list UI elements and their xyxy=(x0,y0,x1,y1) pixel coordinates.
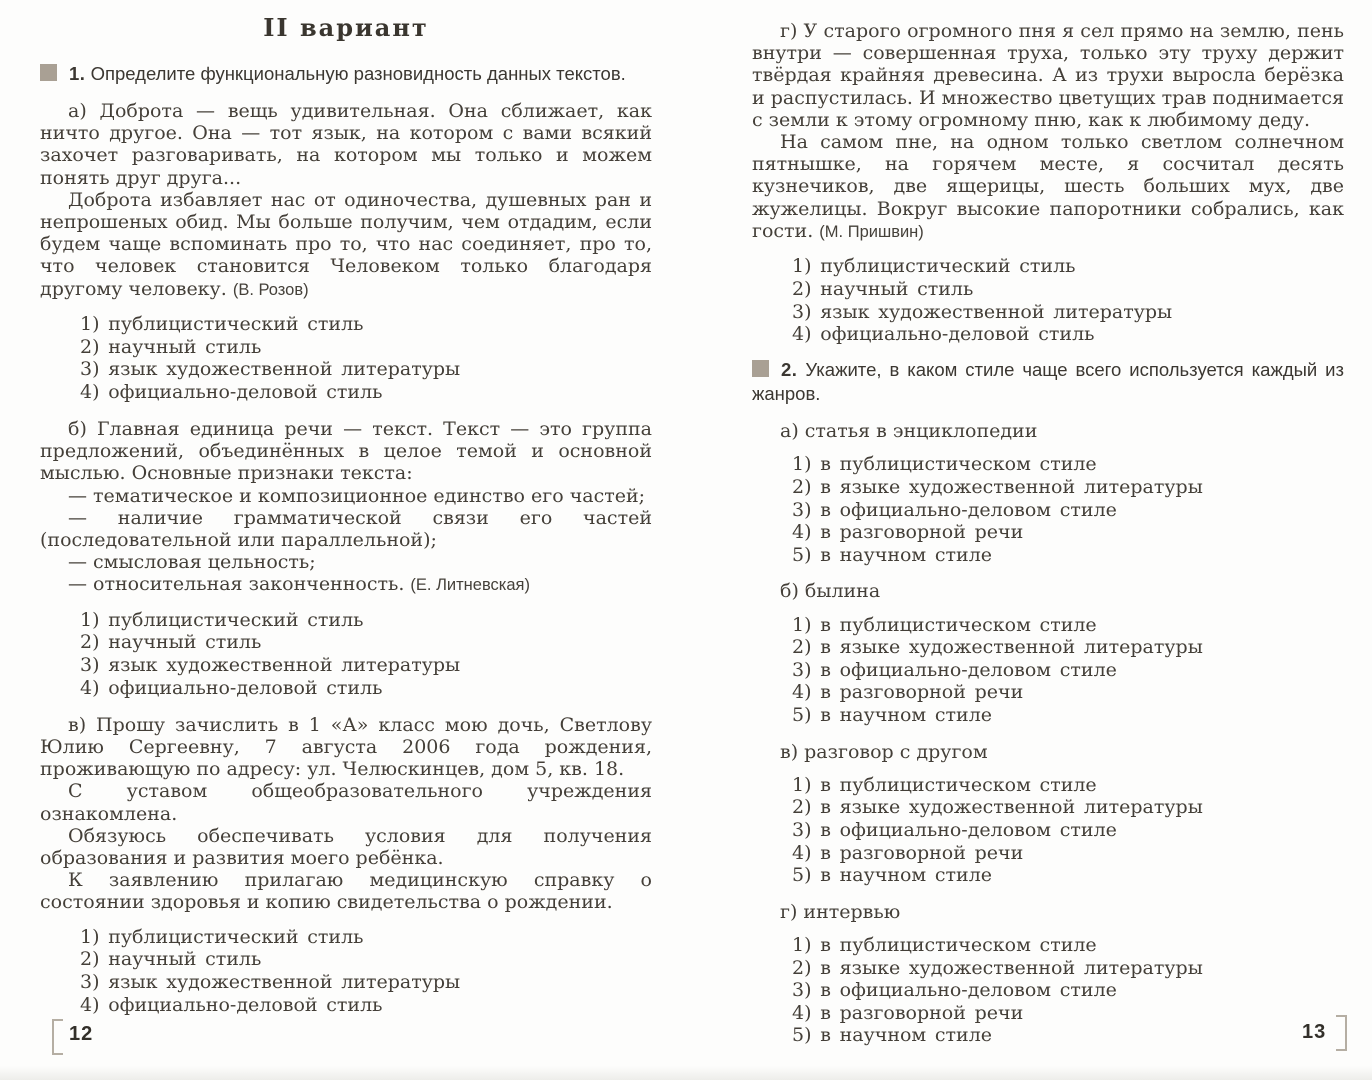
option: 4) официально-деловой стиль xyxy=(80,994,383,1017)
option: 4) официально-деловой стиль xyxy=(80,381,383,404)
option: 2) научный стиль xyxy=(80,631,262,654)
options-list-genre-v xyxy=(792,774,1344,887)
option: 1) публицистический стиль xyxy=(80,608,364,631)
option: 2) в языке художественной литературы xyxy=(792,636,1203,659)
left-page xyxy=(40,0,652,1080)
task-bullet-icon xyxy=(40,64,57,81)
author-attribution: (В. Розов) xyxy=(232,280,309,299)
page-footer-right xyxy=(1302,1015,1362,1051)
option: 2) научный стиль xyxy=(80,948,262,971)
list-item xyxy=(40,573,652,596)
list-item: — тематическое и композиционное единство его частей; xyxy=(68,484,646,507)
option: 4) официально-деловой стиль xyxy=(792,323,1095,346)
task-1-text: Определите функциональную разновидность данных текстов. xyxy=(90,63,626,84)
option: 5) в научном стиле xyxy=(792,703,993,726)
author-attribution: (М. Пришвин) xyxy=(819,222,924,241)
text-a xyxy=(40,100,652,301)
paragraph: Обязуюсь обеспечивать условия для получения образования и развития моего ребёнка. xyxy=(40,824,652,870)
options-list-genre-g xyxy=(792,934,1344,1047)
paragraph: б) Главная единица речи — текст. Текст — это группа предложений, объединённых в целое темой и основной мыслью. Основные признаки текста: xyxy=(40,418,652,485)
task-1 xyxy=(40,62,652,86)
paragraph: С уставом общеобразовательного учреждения ознакомлена. xyxy=(40,780,652,825)
option: 3) в официально-деловом стиле xyxy=(792,498,1117,521)
list-item: — наличие грамматической связи его частей (последовательной или параллельной); xyxy=(40,506,652,552)
paragraph: К заявлению прилагаю медицинскую справку о состоянии здоровья и копию свидетельства о рождении. xyxy=(40,869,652,914)
option: 4) официально-деловой стиль xyxy=(80,677,383,700)
option: 1) публицистический стиль xyxy=(80,925,364,948)
options-list-b xyxy=(80,609,652,700)
options-list-a xyxy=(80,313,652,404)
option: 2) научный стиль xyxy=(792,277,974,300)
author-attribution: (Е. Литневская) xyxy=(410,576,530,595)
option: 4) в разговорной речи xyxy=(792,1001,1024,1024)
option: 2) в языке художественной литературы xyxy=(792,956,1203,979)
task-1-number: 1. xyxy=(69,63,86,84)
option: 3) язык художественной литературы xyxy=(792,300,1173,323)
paragraph xyxy=(752,131,1344,243)
paragraph: а) Доброта — вещь удивительная. Она сближает, как ничто другое. Она — тот язык, на котором с вами всякий захочет разговаривать, на котором мы только и можем понять друг друга... xyxy=(40,100,652,189)
variant-title: II вариант xyxy=(263,13,429,42)
option: 2) научный стиль xyxy=(80,335,262,358)
right-page xyxy=(752,0,1344,1080)
paragraph xyxy=(40,189,652,301)
task-bullet-icon xyxy=(752,360,769,377)
option: 1) в публицистическом стиле xyxy=(792,773,1097,796)
option: 3) в официально-деловом стиле xyxy=(792,658,1117,681)
option: 1) публицистический стиль xyxy=(792,255,1076,278)
scan-edge-shadow xyxy=(0,1066,1372,1080)
text-v xyxy=(40,714,652,914)
option: 3) язык художественной литературы xyxy=(80,654,461,677)
option: 1) в публицистическом стиле xyxy=(792,613,1097,636)
genre-item: г) интервью xyxy=(780,900,901,923)
genre-item: в) разговор с другом xyxy=(780,740,988,763)
option: 5) в научном стиле xyxy=(792,543,993,566)
paragraph: г) У старого огромного пня я сел прямо на землю, пень внутри — совершенная труха, только эту труху держит твёрдая крайняя древесина. А из трухи выросла берёзка и распустилась. И множество цветущих трав поднимается с земли к этому огромному пню, как к любимому деду. xyxy=(752,20,1344,131)
task-2-text: Укажите, в каком стиле чаще всего используется каждый из жанров. xyxy=(752,359,1345,405)
option: 4) в разговорной речи xyxy=(792,681,1024,704)
text-g xyxy=(752,20,1344,243)
option: 4) в разговорной речи xyxy=(792,521,1024,544)
option: 2) в языке художественной литературы xyxy=(792,796,1203,819)
page-number-right: 13 xyxy=(1302,1021,1327,1043)
option: 4) в разговорной речи xyxy=(792,841,1024,864)
genre-item: а) статья в энциклопедии xyxy=(780,420,1038,443)
option: 1) в публицистическом стиле xyxy=(792,933,1097,956)
paragraph: в) Прошу зачислить в 1 «А» класс мою дочь, Светлову Юлию Сергеевну, 7 августа 2006 года рождения, проживающую по адресу: ул. Челюскинцев, дом 5, кв. 18. xyxy=(40,713,652,781)
genre-item: б) былина xyxy=(780,580,881,603)
option: 3) язык художественной литературы xyxy=(80,971,461,994)
options-list-genre-b xyxy=(792,614,1344,727)
paragraph-text: Доброта избавляет нас от одиночества, душевных ран и непрошеных обид. Мы больше получим, чем отдадим, если будем чаще вспоминать про то, что нас соединяет, про то, что человек становится Человеком только благодаря другому человеку. xyxy=(40,188,652,300)
option: 5) в научном стиле xyxy=(792,1024,993,1047)
text-b xyxy=(40,418,652,597)
option: 3) в официально-деловом стиле xyxy=(792,979,1117,1002)
options-list-g xyxy=(792,255,1344,346)
list-item: — смысловая цельность; xyxy=(68,551,316,574)
task-2-number: 2. xyxy=(781,359,798,381)
task-2 xyxy=(752,358,1344,406)
paragraph-text: На самом пне, на одном только светлом солнечном пятнышке, на горячем месте, я сосчитал десять кузнечиков, две ящерицы, шесть больших мух, две жужелицы. Вокруг высокие папоротники собрались, как гости. xyxy=(752,131,1344,242)
options-list-genre-a xyxy=(792,453,1344,566)
option: 3) язык художественной литературы xyxy=(80,358,461,381)
list-item-text: — относительная законченность. xyxy=(68,573,405,596)
options-list-v xyxy=(80,926,652,1017)
option: 2) в языке художественной литературы xyxy=(792,476,1203,499)
page-number-left: 12 xyxy=(69,1023,94,1045)
page-footer-left xyxy=(52,1019,132,1055)
option: 3) в официально-деловом стиле xyxy=(792,818,1117,841)
option: 1) публицистический стиль xyxy=(80,312,364,335)
option: 5) в научном стиле xyxy=(792,864,993,887)
option: 1) в публицистическом стиле xyxy=(792,453,1097,476)
page-bracket-left xyxy=(52,1019,63,1055)
page-bracket-right xyxy=(1336,1015,1347,1051)
